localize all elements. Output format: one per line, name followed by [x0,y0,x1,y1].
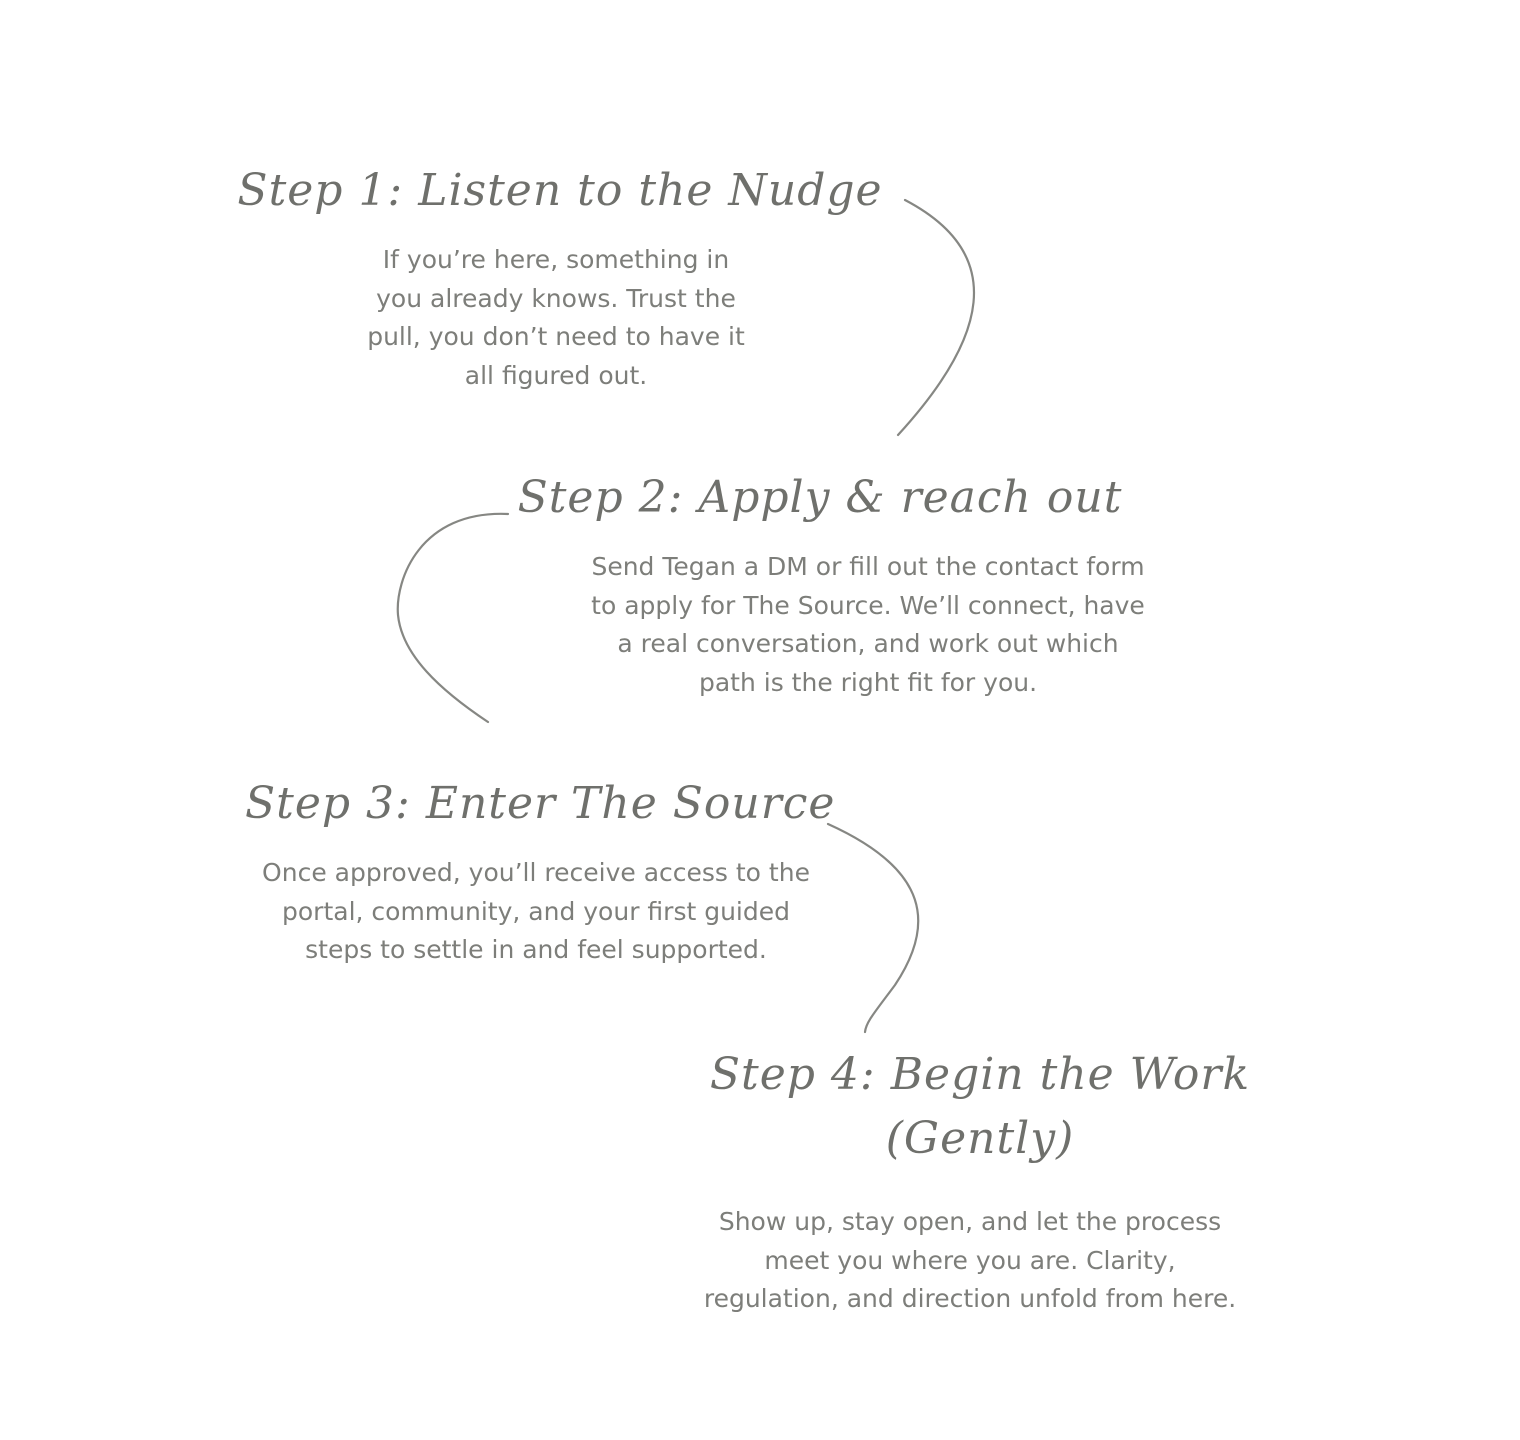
step-4-description [650,1203,1290,1319]
step-4-description-line: Show up, stay open, and let the process [718,1207,1222,1236]
step-3-title [245,775,836,833]
step-1-description-line: pull, you don’t need to have it [367,322,745,351]
step-2-description-line: Send Tegan a DM or fill out the contact form [591,552,1145,581]
step-2-description-line: path is the right fit for you. [698,667,1038,697]
step-3-description-line: Once approved, you’ll receive access to the [262,858,810,887]
step-1-title-line: Step 1: Listen to the Nudge [237,165,883,216]
step-1-description-line: all figured out. [464,360,648,390]
step-2-description-line: to apply for The Source. We’ll connect, have [591,590,1145,620]
step-3-description [216,854,856,970]
step-2-title [510,469,1130,527]
step-1-description-line: If you’re here, something in [382,245,730,274]
step-1-title [230,162,890,220]
step-4-description-line: meet you where you are. Clarity, [764,1245,1176,1275]
step-4-title [700,1043,1260,1171]
step-2-title-line: Step 2: Apply & reach out [517,472,1123,523]
step-3-description-line: steps to settle in and feel supported. [305,935,767,964]
connector-step1-to-step2 [898,200,974,435]
step-4-title-line: Step 4: Begin the Work [709,1049,1251,1100]
step-1-description [326,241,786,395]
connector-step2-to-step3 [398,514,508,722]
step-2-description-line: a real conversation, and work out which [617,629,1119,658]
step-4-description-line: regulation, and direction unfold from here. [703,1284,1237,1313]
step-2-description [548,548,1188,702]
step-1-description-line: you already knows. Trust the [376,283,736,313]
step-4-title-line: (Gently) [885,1113,1075,1164]
step-3-title-line: Step 3: Enter The Source [245,778,836,829]
step-3-description-line: portal, community, and your first guided [282,896,790,926]
